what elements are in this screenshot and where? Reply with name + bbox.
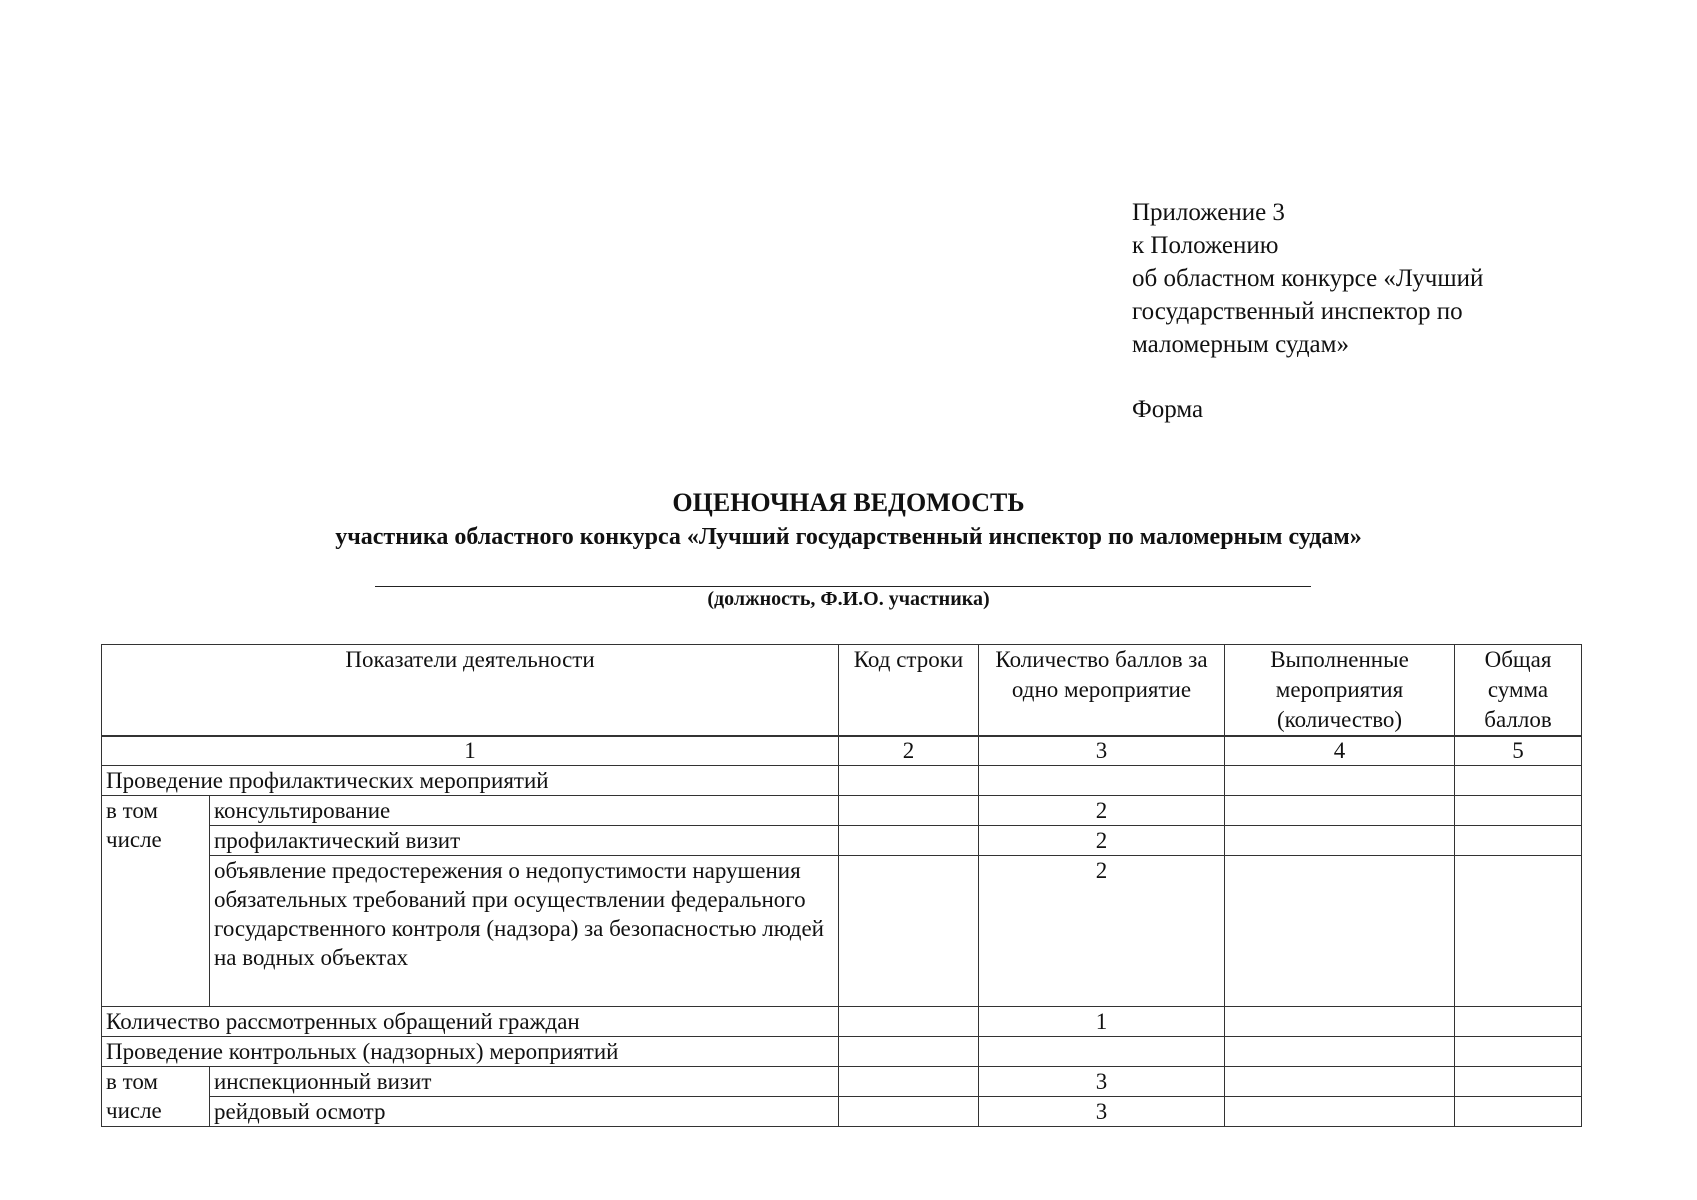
total-cell[interactable]: [1455, 826, 1582, 856]
row-label: рейдовый осмотр: [210, 1097, 839, 1127]
points-cell: 3: [979, 1097, 1225, 1127]
row-label: Проведение профилактических мероприятий: [102, 766, 839, 796]
done-cell[interactable]: [1225, 1097, 1455, 1127]
table-row: [102, 1067, 1582, 1097]
document-title: ОЦЕНОЧНАЯ ВЕДОМОСТЬ: [672, 488, 1025, 517]
table-row: [102, 796, 1582, 826]
header-indicators: Показатели деятельности: [102, 645, 839, 736]
appendix-line: маломерным судам»: [1132, 331, 1349, 358]
column-number: 3: [979, 737, 1225, 766]
table-row: [102, 1037, 1582, 1067]
table-row: [102, 766, 1582, 796]
done-cell[interactable]: [1225, 766, 1455, 796]
total-cell[interactable]: [1455, 1007, 1582, 1037]
row-label: инспекционный визит: [210, 1067, 839, 1097]
appendix-line: к Положению: [1132, 232, 1279, 259]
code-cell[interactable]: [839, 1067, 979, 1097]
form-label: Форма: [1132, 396, 1204, 423]
appendix-block: [1132, 196, 1483, 426]
including-label: в том числе: [102, 1067, 210, 1127]
column-number-row: [102, 737, 1582, 766]
row-label: Количество рассмотренных обращений граждан: [102, 1007, 839, 1037]
table-row: [102, 1007, 1582, 1037]
done-cell[interactable]: [1225, 796, 1455, 826]
appendix-line: Приложение 3: [1132, 199, 1285, 226]
points-cell: 1: [979, 1007, 1225, 1037]
header-row: [102, 645, 1582, 736]
total-cell[interactable]: [1455, 796, 1582, 826]
table-row: [102, 856, 1582, 1007]
points-cell: 3: [979, 1067, 1225, 1097]
total-cell[interactable]: [1455, 1037, 1582, 1067]
evaluation-table: [101, 644, 1582, 1127]
code-cell[interactable]: [839, 1097, 979, 1127]
code-cell[interactable]: [839, 796, 979, 826]
table-row: [102, 1097, 1582, 1127]
including-label: в том числе: [102, 796, 210, 1007]
row-label: Проведение контрольных (надзорных) мероприятий: [102, 1037, 839, 1067]
appendix-line: государственный инспектор по: [1132, 298, 1463, 325]
done-cell[interactable]: [1225, 856, 1455, 1007]
row-label: объявление предостережения о недопустимости нарушения обязательных требований при осуществлении федерального государственного контроля (надзора) за безопасностью людей на водных объектах: [210, 856, 839, 1007]
document-subtitle: участника областного конкурса «Лучший государственный инспектор по маломерным судам»: [335, 524, 1362, 550]
done-cell[interactable]: [1225, 1067, 1455, 1097]
header-code: Код строки: [839, 645, 979, 736]
total-cell[interactable]: [1455, 1067, 1582, 1097]
row-label: консультирование: [210, 796, 839, 826]
header-points: Количество баллов за одно мероприятие: [979, 645, 1225, 736]
column-number: 4: [1225, 737, 1455, 766]
row-label: профилактический визит: [210, 826, 839, 856]
done-cell[interactable]: [1225, 1037, 1455, 1067]
participant-name-line: [375, 586, 1311, 587]
participant-name-caption: (должность, Ф.И.О. участника): [707, 588, 990, 610]
column-number: 2: [839, 737, 979, 766]
code-cell[interactable]: [839, 766, 979, 796]
points-cell: [979, 1037, 1225, 1067]
code-cell[interactable]: [839, 1007, 979, 1037]
code-cell[interactable]: [839, 826, 979, 856]
column-number: 5: [1455, 737, 1582, 766]
done-cell[interactable]: [1225, 1007, 1455, 1037]
points-cell: 2: [979, 826, 1225, 856]
points-cell: 2: [979, 796, 1225, 826]
total-cell[interactable]: [1455, 1097, 1582, 1127]
appendix-line: об областном конкурсе «Лучший: [1132, 265, 1484, 292]
points-cell: [979, 766, 1225, 796]
table-row: [102, 826, 1582, 856]
column-number: 1: [102, 737, 839, 766]
done-cell[interactable]: [1225, 826, 1455, 856]
header-done: Выполненные мероприятия (количество): [1225, 645, 1455, 736]
total-cell[interactable]: [1455, 856, 1582, 1007]
total-cell[interactable]: [1455, 766, 1582, 796]
points-cell: 2: [979, 856, 1225, 1007]
code-cell[interactable]: [839, 1037, 979, 1067]
code-cell[interactable]: [839, 856, 979, 1007]
header-total: Общая сумма баллов: [1455, 645, 1582, 736]
